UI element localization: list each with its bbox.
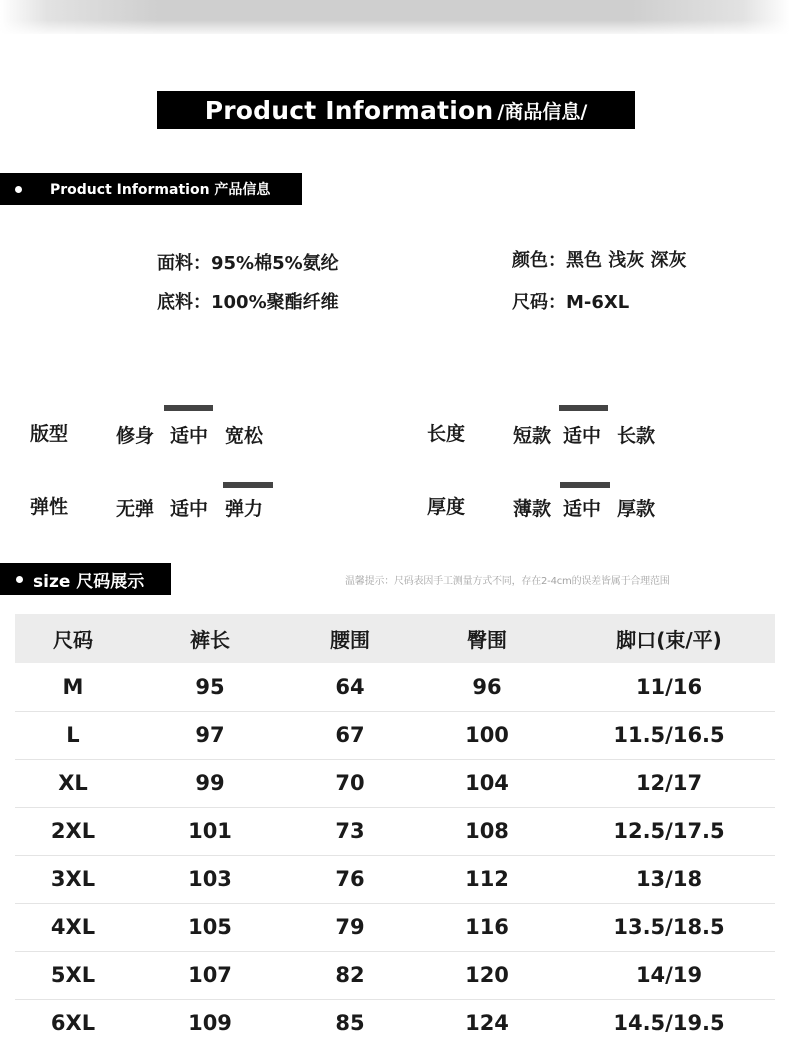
leg-opening-cell: 12.5/17.5 xyxy=(563,807,775,855)
leg-opening-cell: 11/16 xyxy=(563,663,775,711)
waist-cell: 73 xyxy=(289,807,411,855)
thickness-label: 厚度 xyxy=(427,496,466,518)
length-option-selected: 适中 xyxy=(563,425,602,447)
table-row xyxy=(15,855,775,903)
waist-cell: 79 xyxy=(289,903,411,951)
hip-cell: 108 xyxy=(411,807,563,855)
pants-length-cell: 97 xyxy=(131,711,289,759)
size-table-header-row xyxy=(15,614,775,663)
elasticity-option-selected: 弹力 xyxy=(225,498,264,520)
thickness-option: 厚款 xyxy=(617,498,656,520)
hip-cell: 104 xyxy=(411,759,563,807)
pants-length-cell: 107 xyxy=(131,951,289,999)
table-row xyxy=(15,903,775,951)
elasticity-selected-marker xyxy=(223,482,273,488)
leg-opening-cell: 14/19 xyxy=(563,951,775,999)
hip-cell: 100 xyxy=(411,711,563,759)
table-row xyxy=(15,711,775,759)
hip-cell: 124 xyxy=(465,1011,509,1036)
pants-length-cell: 101 xyxy=(131,807,289,855)
size-range-spec: 尺码：M-6XL xyxy=(512,292,630,313)
header-size: 尺码 xyxy=(15,614,131,663)
pants-length-cell: 103 xyxy=(131,855,289,903)
table-row xyxy=(15,951,775,999)
product-info-section-bar xyxy=(0,173,302,205)
lining-spec: 底料：100%聚酯纤维 xyxy=(157,292,339,313)
table-row xyxy=(15,999,775,1047)
waist-cell: 76 xyxy=(289,855,411,903)
waist-cell: 82 xyxy=(289,951,411,999)
bullet-icon xyxy=(15,186,22,193)
hip-cell: 120 xyxy=(411,951,563,999)
hip-cell: 116 xyxy=(411,903,563,951)
length-option: 短款 xyxy=(513,425,552,447)
color-spec: 颜色：黑色 浅灰 深灰 xyxy=(512,250,687,271)
size-cell: XL xyxy=(15,759,131,807)
size-measurement-note: 温馨提示：尺码表因手工测量方式不同，存在2-4cm的误差皆属于合理范围 xyxy=(345,576,670,587)
waist-cell: 67 xyxy=(289,711,411,759)
elasticity-label: 弹性 xyxy=(30,496,69,518)
pants-length-cell: 95 xyxy=(131,663,289,711)
size-cell: 6XL xyxy=(50,1011,96,1036)
thickness-option: 薄款 xyxy=(513,498,552,520)
header-pants-length: 裤长 xyxy=(131,614,289,663)
leg-opening-cell: 12/17 xyxy=(563,759,775,807)
bullet-icon xyxy=(16,576,23,583)
size-cell: 2XL xyxy=(15,807,131,855)
page-title xyxy=(157,91,635,129)
thickness-option-selected: 适中 xyxy=(563,498,602,520)
table-row xyxy=(15,759,775,807)
pants-length-cell: 105 xyxy=(131,903,289,951)
waist-cell: 85 xyxy=(335,1011,365,1036)
size-cell: 3XL xyxy=(15,855,131,903)
header-leg-opening: 脚口(束/平) xyxy=(563,614,775,663)
fit-label: 版型 xyxy=(30,423,69,445)
size-cell: 4XL xyxy=(15,903,131,951)
waist-cell: 64 xyxy=(289,663,411,711)
waist-cell: 70 xyxy=(289,759,411,807)
elasticity-option: 适中 xyxy=(170,498,209,520)
length-option: 长款 xyxy=(617,425,656,447)
fit-option: 修身 xyxy=(116,425,155,447)
elasticity-option: 无弹 xyxy=(116,498,155,520)
table-row xyxy=(15,663,775,711)
length-selected-marker xyxy=(559,405,608,411)
fit-option: 宽松 xyxy=(225,425,264,447)
fabric-spec: 面料：95%棉5%氨纶 xyxy=(157,253,339,274)
leg-opening-cell: 11.5/16.5 xyxy=(563,711,775,759)
page-title-en: Product Information xyxy=(204,95,494,125)
product-info-section-label: Product Information 产品信息 xyxy=(50,182,271,198)
pants-length-cell: 99 xyxy=(131,759,289,807)
thickness-selected-marker xyxy=(560,482,610,488)
fit-option-selected: 适中 xyxy=(170,425,209,447)
hip-cell: 96 xyxy=(411,663,563,711)
leg-opening-cell: 14.5/19.5 xyxy=(613,1011,725,1036)
size-section-bar xyxy=(0,563,171,595)
length-label: 长度 xyxy=(427,423,466,445)
size-cell: L xyxy=(15,711,131,759)
pants-length-cell: 109 xyxy=(188,1011,232,1036)
size-cell: M xyxy=(15,663,131,711)
leg-opening-cell: 13/18 xyxy=(563,855,775,903)
header-waist: 腰围 xyxy=(289,614,411,663)
leg-opening-cell: 13.5/18.5 xyxy=(563,903,775,951)
page-title-cn: /商品信息/ xyxy=(497,100,588,123)
size-table xyxy=(15,614,775,1047)
size-section-label: size 尺码展示 xyxy=(33,571,145,592)
header-hip: 臀围 xyxy=(411,614,563,663)
table-row xyxy=(15,807,775,855)
fit-selected-marker xyxy=(164,405,213,411)
size-cell: 5XL xyxy=(15,951,131,999)
hip-cell: 112 xyxy=(411,855,563,903)
top-fade-banner xyxy=(0,0,790,34)
